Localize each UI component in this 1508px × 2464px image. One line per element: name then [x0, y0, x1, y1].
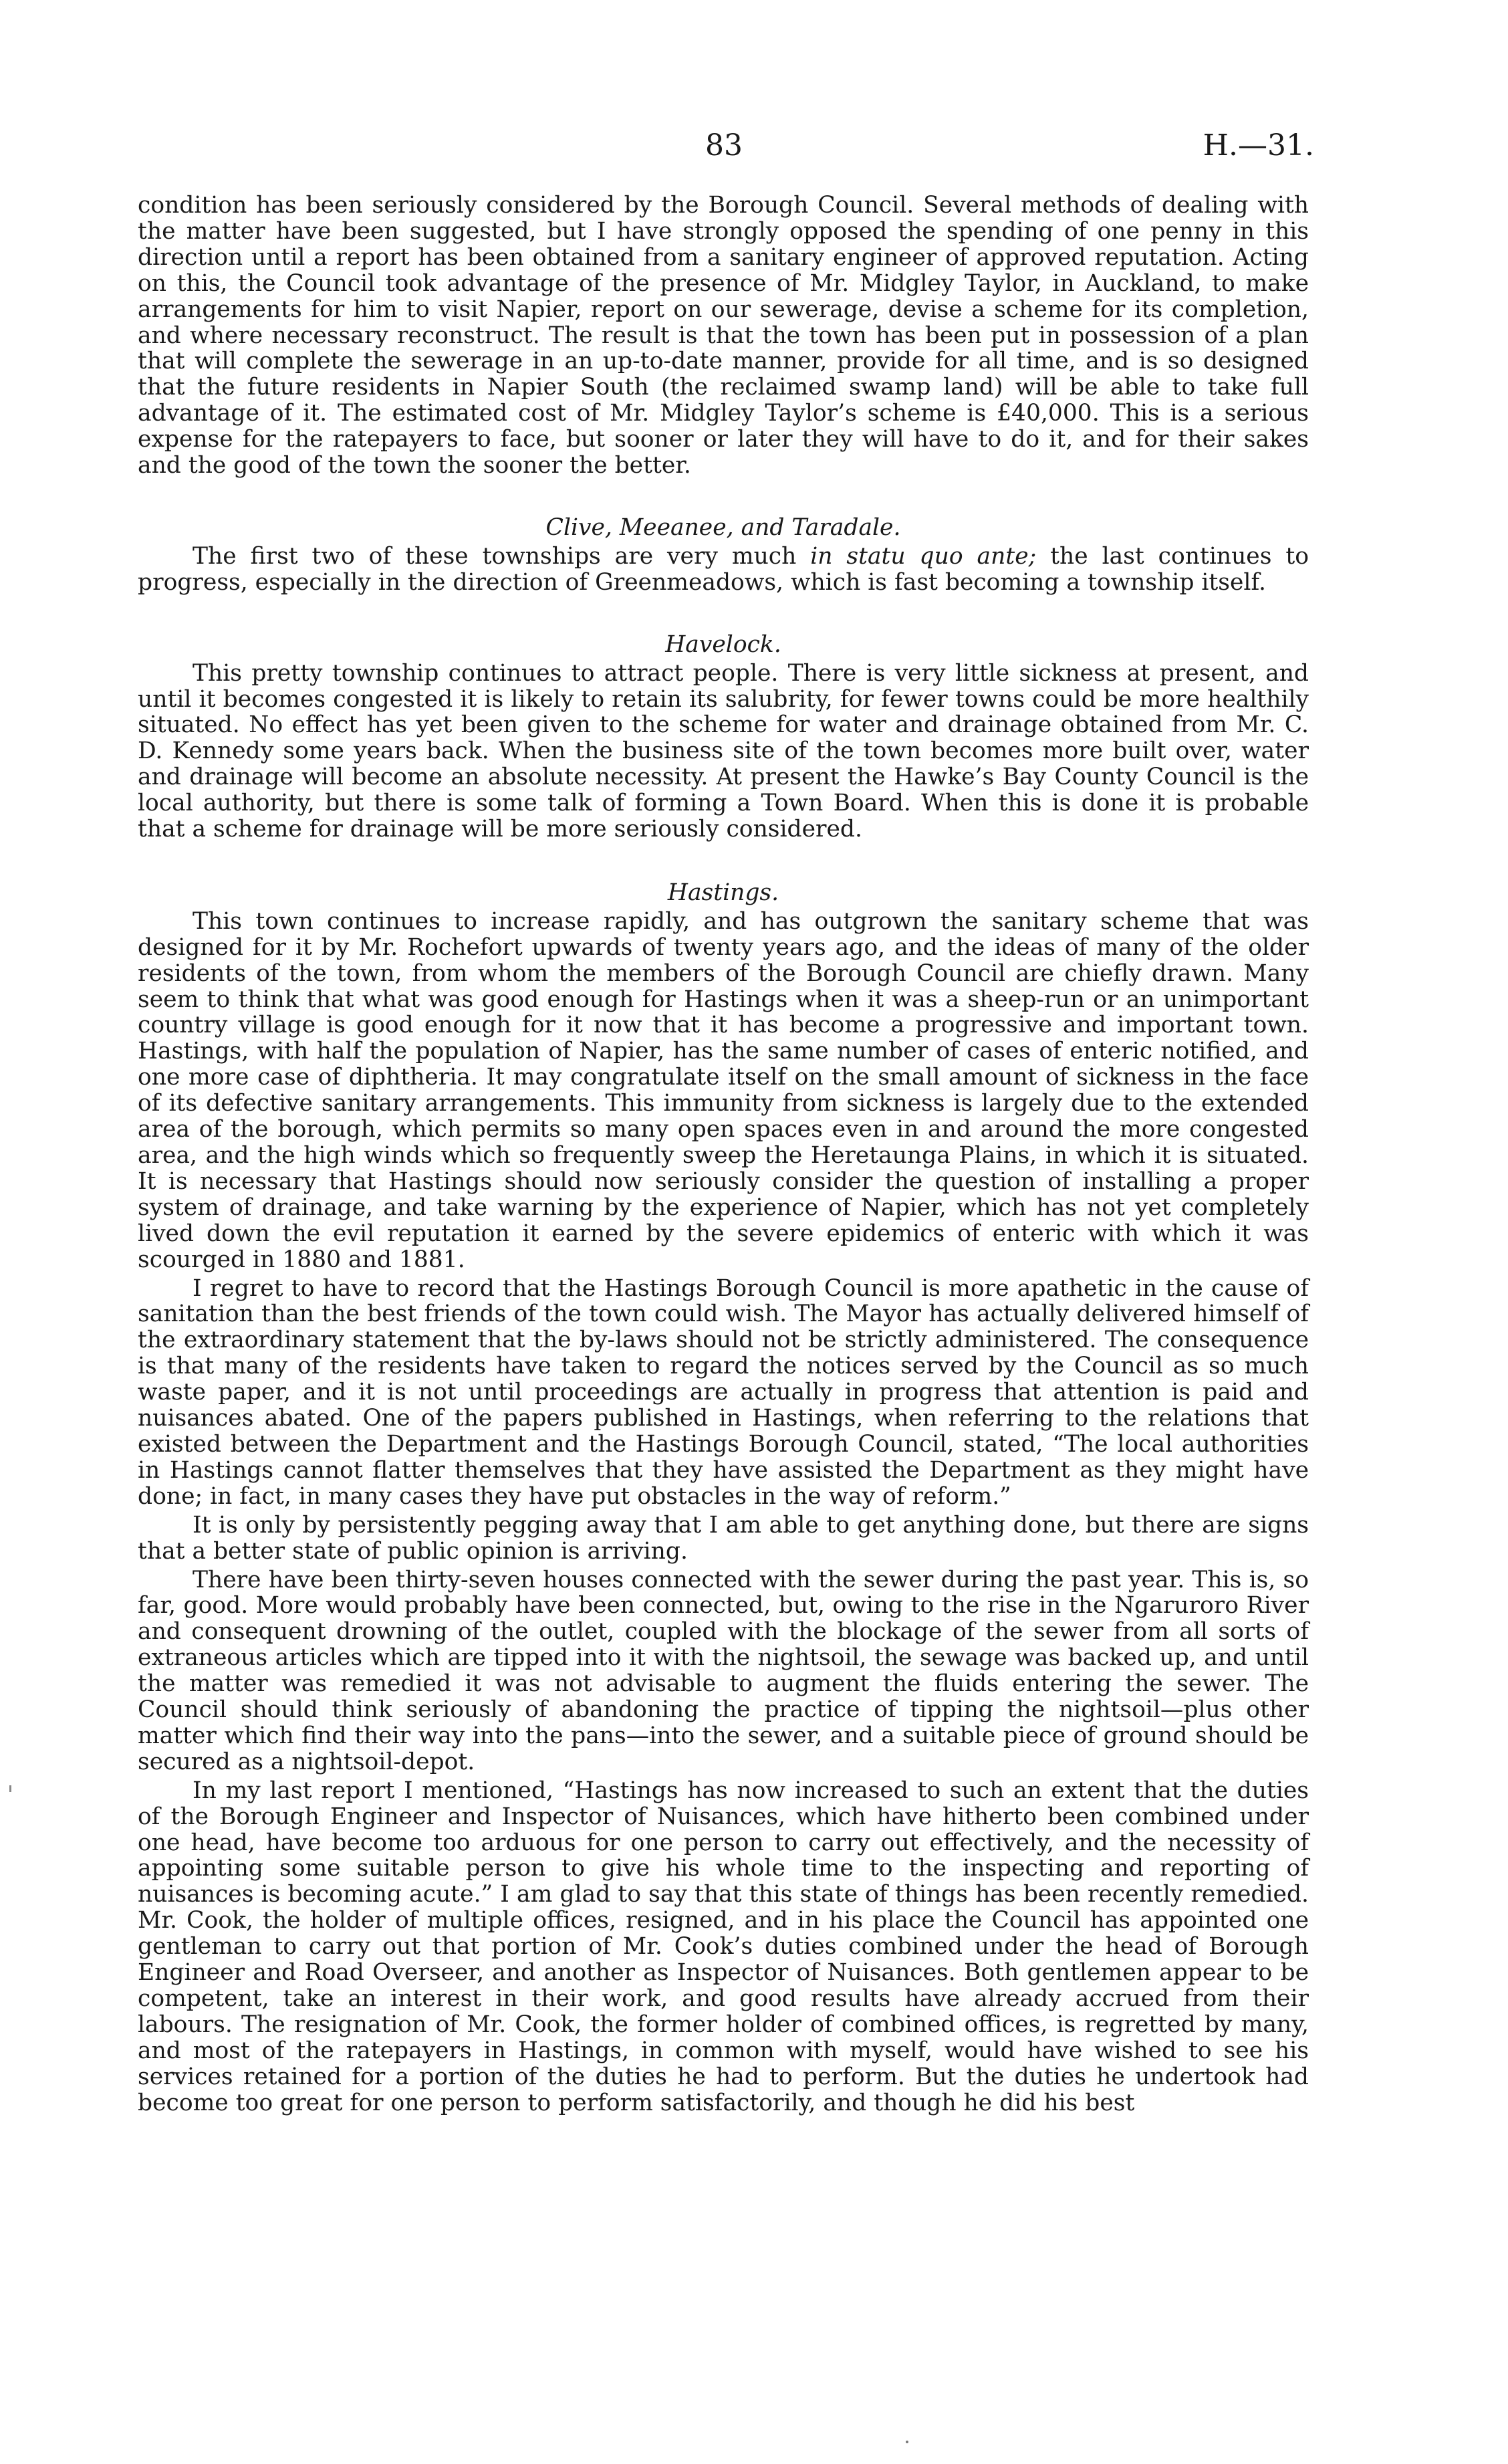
scan-speck	[906, 2441, 908, 2443]
clive-paragraph	[138, 544, 1309, 596]
hastings-paragraph-5: In my last report I mentioned, “Hastings has now increased to such an extent that the duties of the Borough Engineer and Inspector of Nuisances, which have hitherto been combined under one head, have become too arduous for one person to carry out effectively, and the necessity of appointing some suitable person to give his whole time to the inspecting and reporting of nuisances is becoming acute.” I am glad to say that this state of things has been recently remedied. Mr. Cook, the holder of multiple offices, resigned, and in his place the Council has appointed one gentleman to carry out that portion of Mr. Cook’s duties combined under the head of Borough Engineer and Road Overseer, and another as Inspector of Nuisances. Both gentlemen appear to be competent, take an interest in their work, and good results have already accrued from their labours. The resignation of Mr. Cook, the former holder of combined offices, is regretted by many, and most of the ratepayers in Hastings, in common with myself, would have wished to see his services retained for a portion of the duties he had to perform. But the duties he undertook had become too great for one person to perform satisfactorily, and though he did his best	[138, 1777, 1309, 2116]
clive-text-a: The first two of these townships are very much	[193, 542, 811, 570]
page-header	[0, 128, 1508, 169]
section-heading-clive: Clive, Meeanee, and Taradale.	[545, 514, 901, 541]
scan-mark	[9, 1785, 11, 1792]
document-reference: H.—31.	[1203, 128, 1314, 162]
havelock-paragraph: This pretty township continues to attract people. There is very little sickness at present, and until it becomes congested it is likely to retain its salubrity, for fewer towns could be more healthily situated. No effect has yet been given to the scheme for water and drainage obtained from Mr. C. D. Kennedy some years back. When the business site of the town becomes more built over, water and drainage will become an absolute necessity. At present the Hawke’s Bay County Council is the local authority, but there is some talk of forming a Town Board. When this is done it is probable that a scheme for drainage will be more seriously considered.	[138, 659, 1309, 843]
hastings-paragraph-2: I regret to have to record that the Hastings Borough Council is more apathetic in the cause of sanitation than the best friends of the town could wish. The Mayor has actually delivered himself of the extraordinary statement that the by-laws should not be strictly administered. The consequence is that many of the residents have taken to regard the notices served by the Council as so much waste paper, and it is not until proceedings are actually in progress that attention is paid and nuisances abated. One of the papers published in Hastings, when referring to the relations that existed between the Department and the Hastings Borough Council, stated, “The local authorities in Hastings cannot flatter themselves that they have assisted the Department as they might have done; in fact, in many cases they have put obstacles in the way of reform.”	[138, 1274, 1309, 1510]
hastings-paragraph-3: It is only by persistently pegging away that I am able to get anything done, but there are signs that a better state of public opinion is arriving.	[138, 1511, 1309, 1565]
section-heading-havelock: Havelock.	[665, 631, 781, 658]
section-heading-hastings: Hastings.	[667, 879, 779, 906]
napier-paragraph: condition has been seriously considered by the Borough Council. Several methods of dealing with the matter have been suggested, but I have strongly opposed the spending of one penny in this direction until a report has been obtained from a sanitary engineer of approved reputation. Acting on this, the Council took advantage of the presence of Mr. Midgley Taylor, in Auckland, to make arrangements for him to visit Napier, report on our sewerage, devise a scheme for its completion, and where necessary reconstruct. The result is that the town has been put in possession of a plan that will complete the sewerage in an up-to-date manner, provide for all time, and is so designed that the future residents in Napier South (the reclaimed swamp land) will be able to take full advantage of it. The estimated cost of Mr. Midgley Taylor’s scheme is £40,000. This is a serious expense for the ratepayers to face, but sooner or later they will have to do it, and for their sakes and the good of the town the sooner the better.	[138, 192, 1309, 479]
hastings-paragraph-1: This town continues to increase rapidly, and has outgrown the sanitary scheme that was designed for it by Mr. Rochefort upwards of twenty years ago, and the ideas of many of the older residents of the town, from whom the members of the Borough Council are chiefly drawn. Many seem to think that what was good enough for Hastings when it was a sheep-run or an unimportant country village is good enough for it now that it has become a progressive and important town. Hastings, with half the population of Napier, has the same number of cases of enteric notified, and one more case of diphtheria. It may congratulate itself on the small amount of sickness in the face of its defective sanitary arrangements. This immunity from sickness is largely due to the extended area of the borough, which permits so many open spaces even in and around the more congested area, and the high winds which so frequently sweep the Heretaunga Plains, in which it is situated. It is necessary that Hastings should now seriously consider the question of installing a proper system of drainage, and take warning by the experience of Napier, which has not yet completely lived down the evil reputation it earned by the severe epidemics of enteric with which it was scourged in 1880 and 1881.	[138, 907, 1309, 1273]
clive-text-b: the last continues to progress, especially in the direction of Greenmeadows, which is fast becoming a township itself.	[138, 542, 1309, 596]
report-body	[138, 193, 1309, 2116]
hastings-paragraph-4: There have been thirty-seven houses connected with the sewer during the past year. This is, so far, good. More would probably have been connected, but, owing to the rise in the Ngaruroro River and consequent drowning of the outlet, coupled with the blockage of the sewer from all sorts of extraneous articles which are tipped into it with the nightsoil, the sewage was backed up, and until the matter was remedied it was not advisable to augment the fluids entering the sewer. The Council should think seriously of abandoning the practice of tipping the nightsoil—plus other matter which find their way into the pans—into the sewer, and a suitable piece of ground should be secured as a nightsoil-depot.	[138, 1566, 1309, 1775]
page-number: 83	[705, 128, 743, 162]
clive-latin-phrase: in statu quo ante;	[810, 542, 1037, 570]
